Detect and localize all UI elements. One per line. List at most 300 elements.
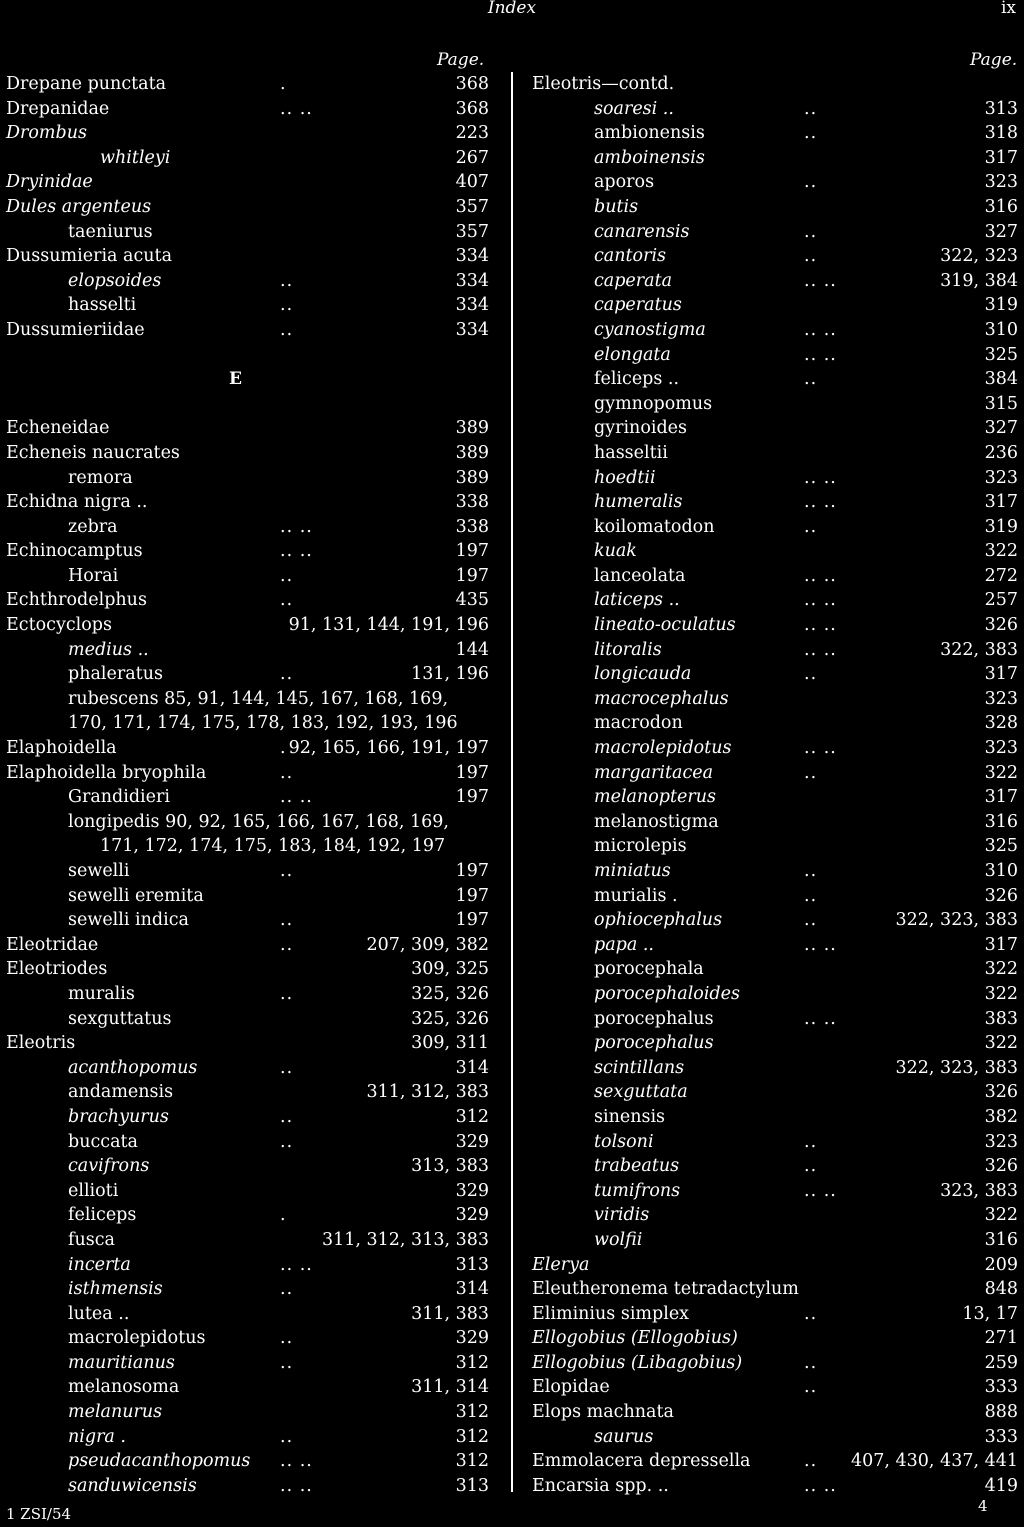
index-entry bbox=[532, 343, 1018, 368]
leader-dots: .. bbox=[280, 1426, 294, 1447]
index-entry bbox=[532, 687, 1018, 712]
leader-dots: .. bbox=[804, 861, 818, 881]
index-entry bbox=[6, 711, 489, 736]
index-entry bbox=[6, 1449, 489, 1474]
entry-term: melanurus bbox=[68, 1402, 163, 1423]
leader-dots: .. bbox=[280, 295, 294, 316]
page-references: 309, 325 bbox=[411, 959, 489, 980]
entry-term: koilomatodon bbox=[594, 516, 715, 537]
entry-term: viridis bbox=[594, 1205, 650, 1226]
leader-dots: .. bbox=[804, 1156, 818, 1177]
page-references: 319, 384 bbox=[940, 270, 1018, 291]
page-references: 327 bbox=[984, 418, 1018, 439]
entry-term: buccata bbox=[68, 1131, 138, 1152]
index-entry bbox=[6, 859, 489, 884]
index-entry bbox=[532, 1351, 1018, 1376]
entry-term: Drombus bbox=[6, 123, 87, 144]
entry-term: macrocephalus bbox=[594, 688, 729, 709]
index-entry bbox=[532, 1277, 1018, 1302]
page-references: 322 bbox=[984, 762, 1018, 783]
entry-term: Eleotris—contd. bbox=[532, 74, 675, 94]
page-references: 272 bbox=[984, 565, 1018, 586]
leader-dots: . bbox=[280, 1205, 287, 1226]
footer-mark: 4 bbox=[978, 1497, 988, 1515]
leader-dots: .. bbox=[804, 1352, 818, 1373]
entry-term: sexguttatus bbox=[68, 1008, 172, 1029]
index-entry bbox=[532, 539, 1018, 564]
page-references: 311, 312, 313, 383 bbox=[322, 1229, 489, 1250]
entry-term: Eleotris bbox=[6, 1033, 76, 1054]
entry-term: murialis . bbox=[594, 885, 678, 906]
entry-term: soaresi .. bbox=[594, 98, 674, 119]
entry-term: cantoris bbox=[594, 246, 667, 267]
page-references: 326 bbox=[984, 615, 1018, 636]
page-references: 310 bbox=[984, 319, 1018, 340]
leader-dots: . bbox=[280, 74, 287, 94]
index-entry bbox=[532, 933, 1018, 958]
index-entry bbox=[6, 72, 489, 97]
entry-term: hasseltii bbox=[594, 442, 668, 463]
page-references: 197 bbox=[455, 885, 489, 906]
page-references: 329 bbox=[455, 1180, 489, 1201]
index-entry bbox=[6, 1400, 489, 1425]
page-references: 312 bbox=[455, 1451, 489, 1472]
entry-term: ambionensis bbox=[594, 123, 705, 144]
left-column bbox=[6, 72, 489, 1498]
entry-term: sanduwicensis bbox=[68, 1475, 197, 1496]
index-entry bbox=[6, 1425, 489, 1450]
index-entry bbox=[6, 884, 489, 909]
page-references: 419 bbox=[984, 1475, 1018, 1496]
page-references: 257 bbox=[984, 590, 1018, 611]
entry-term: rubescens 85, 91, 144, 145, 167, 168, 169, bbox=[68, 688, 449, 709]
index-entry bbox=[6, 810, 489, 835]
index-entry bbox=[532, 613, 1018, 638]
index-entry bbox=[6, 1228, 489, 1253]
leader-dots: .. .. bbox=[804, 615, 837, 636]
page-references: 314 bbox=[455, 1057, 489, 1078]
index-entry bbox=[532, 957, 1018, 982]
index-entry bbox=[6, 146, 489, 171]
page-references: 384 bbox=[984, 369, 1018, 390]
index-entry bbox=[532, 1130, 1018, 1155]
entry-term: Grandidieri bbox=[68, 787, 170, 808]
page-references: 319 bbox=[984, 295, 1018, 316]
page-references: 357 bbox=[455, 196, 489, 217]
index-entry bbox=[532, 466, 1018, 491]
entry-term: sewelli eremita bbox=[68, 885, 204, 906]
entry-term: tumifrons bbox=[594, 1180, 681, 1201]
entry-term: longipedis 90, 92, 165, 166, 167, 168, 169, bbox=[68, 811, 449, 832]
page-references: 389 bbox=[455, 467, 489, 488]
page-references: 338 bbox=[455, 492, 489, 513]
index-entry bbox=[532, 1425, 1018, 1450]
page-references: 312 bbox=[455, 1352, 489, 1373]
index-entry bbox=[6, 1007, 489, 1032]
leader-dots: .. .. bbox=[804, 738, 837, 759]
index-entry bbox=[532, 884, 1018, 909]
index-entry bbox=[532, 1179, 1018, 1204]
page-references: 328 bbox=[984, 713, 1018, 734]
leader-dots: .. bbox=[280, 1131, 294, 1152]
index-entry bbox=[6, 466, 489, 491]
index-entry bbox=[6, 515, 489, 540]
page-references: 209 bbox=[984, 1254, 1018, 1275]
index-entry bbox=[532, 416, 1018, 441]
page-references: 317 bbox=[984, 787, 1018, 808]
entry-term: Horai bbox=[68, 565, 119, 586]
leader-dots: .. bbox=[280, 1328, 294, 1349]
leader-dots: .. bbox=[804, 885, 818, 906]
page-references: 323 bbox=[984, 688, 1018, 709]
leader-dots: .. bbox=[280, 934, 294, 955]
index-entry bbox=[6, 1302, 489, 1327]
page-references: 848 bbox=[984, 1279, 1018, 1300]
leader-dots: .. bbox=[280, 319, 294, 340]
section-letter: E bbox=[229, 369, 242, 390]
entry-term: Emmolacera depressella bbox=[532, 1451, 751, 1472]
page-references: 323, 383 bbox=[940, 1180, 1018, 1201]
entry-term: nigra . bbox=[68, 1426, 126, 1447]
page-references: 334 bbox=[455, 246, 489, 267]
page-references: 236 bbox=[984, 442, 1018, 463]
leader-dots: .. bbox=[280, 1106, 294, 1127]
index-entry bbox=[532, 97, 1018, 122]
entry-term: Drepane punctata bbox=[6, 74, 167, 94]
index-entry bbox=[532, 441, 1018, 466]
page-references: 271 bbox=[984, 1328, 1018, 1349]
entry-term: isthmensis bbox=[68, 1279, 163, 1300]
leader-dots: .. bbox=[804, 221, 818, 242]
index-entry bbox=[6, 269, 489, 294]
index-entry bbox=[6, 982, 489, 1007]
leader-dots: .. .. bbox=[280, 787, 313, 808]
leader-dots: .. bbox=[804, 172, 818, 193]
index-entry bbox=[6, 957, 489, 982]
index-entry bbox=[532, 72, 1018, 97]
entry-term: sewelli bbox=[68, 861, 130, 881]
index-entry bbox=[532, 834, 1018, 859]
entry-term: muralis bbox=[68, 983, 135, 1004]
index-entry bbox=[6, 293, 489, 318]
index-entry bbox=[532, 761, 1018, 786]
page-references: 334 bbox=[455, 270, 489, 291]
page-references: 197 bbox=[455, 565, 489, 586]
leader-dots: .. .. bbox=[804, 1475, 837, 1496]
page-references: 309, 311 bbox=[411, 1033, 489, 1054]
entry-term: hasselti bbox=[68, 295, 137, 316]
page-references: 317 bbox=[984, 492, 1018, 513]
index-entry bbox=[532, 293, 1018, 318]
index-entry bbox=[6, 121, 489, 146]
page-references: 323 bbox=[984, 1131, 1018, 1152]
page-references: 317 bbox=[984, 147, 1018, 168]
leader-dots: .. .. bbox=[804, 565, 837, 586]
index-entry bbox=[6, 318, 489, 343]
leader-dots: .. .. bbox=[280, 1451, 313, 1472]
entry-term: microlepis bbox=[594, 836, 687, 857]
entry-term: medius .. bbox=[68, 639, 149, 660]
index-entry bbox=[532, 1056, 1018, 1081]
index-entry bbox=[6, 761, 489, 786]
entry-term: Elaphoidella bbox=[6, 738, 117, 759]
entry-term: Elops machnata bbox=[532, 1402, 674, 1423]
entry-term: ellioti bbox=[68, 1180, 119, 1201]
index-entry bbox=[6, 613, 489, 638]
entry-term: hoedtii bbox=[594, 467, 656, 488]
index-entry bbox=[532, 736, 1018, 761]
index-entry bbox=[532, 1474, 1018, 1499]
page-references: 357 bbox=[455, 221, 489, 242]
entry-term: scintillans bbox=[594, 1057, 685, 1078]
index-entry bbox=[532, 908, 1018, 933]
index-entry bbox=[6, 908, 489, 933]
leader-dots: .. bbox=[280, 270, 294, 291]
index-entry bbox=[6, 220, 489, 245]
leader-dots: .. bbox=[280, 983, 294, 1004]
entry-term: brachyurus bbox=[68, 1106, 169, 1127]
left-page-col-label: Page. bbox=[437, 50, 485, 70]
index-entry bbox=[6, 416, 489, 441]
index-entry bbox=[532, 1080, 1018, 1105]
leader-dots: .. bbox=[804, 369, 818, 390]
index-entry bbox=[6, 490, 489, 515]
leader-dots: .. bbox=[280, 565, 294, 586]
index-entry bbox=[6, 1277, 489, 1302]
leader-dots: .. .. bbox=[280, 1475, 313, 1496]
page-references: 322, 323 bbox=[940, 246, 1018, 267]
index-entry bbox=[532, 195, 1018, 220]
page-references: 326 bbox=[984, 885, 1018, 906]
entry-term: feliceps .. bbox=[594, 369, 680, 390]
entry-term: macrolepidotus bbox=[594, 738, 732, 759]
entry-term: melanopterus bbox=[594, 787, 716, 808]
entry-term: lanceolata bbox=[594, 565, 686, 586]
entry-term: saurus bbox=[594, 1426, 654, 1447]
page-references: 316 bbox=[984, 1229, 1018, 1250]
index-entry bbox=[6, 1056, 489, 1081]
running-title: Index bbox=[487, 0, 537, 18]
index-entry bbox=[532, 392, 1018, 417]
index-entry bbox=[6, 1179, 489, 1204]
page-references: 325 bbox=[984, 836, 1018, 857]
leader-dots: .. .. bbox=[804, 270, 837, 291]
index-entry bbox=[532, 515, 1018, 540]
index-entry bbox=[6, 1474, 489, 1499]
page-references: 322 bbox=[984, 1033, 1018, 1054]
index-entry bbox=[6, 1253, 489, 1278]
entry-term: tolsoni bbox=[594, 1131, 654, 1152]
page-references: 368 bbox=[455, 74, 489, 94]
index-entry bbox=[6, 687, 489, 712]
entry-term: cyanostigma bbox=[594, 319, 706, 340]
index-entry bbox=[532, 170, 1018, 195]
page-references: 389 bbox=[455, 418, 489, 439]
entry-term: 170, 171, 174, 175, 178, 183, 192, 193, 196 bbox=[68, 713, 458, 734]
entry-term: porocephala bbox=[594, 959, 704, 980]
entry-term: longicauda bbox=[594, 664, 692, 685]
entry-term: Eliminius simplex bbox=[532, 1303, 690, 1324]
leader-dots: .. .. bbox=[280, 1254, 313, 1275]
entry-term: miniatus bbox=[594, 861, 671, 881]
entry-term: Encarsia spp. .. bbox=[532, 1475, 669, 1496]
entry-term: caperatus bbox=[594, 295, 682, 316]
index-entry bbox=[532, 711, 1018, 736]
index-entry bbox=[6, 564, 489, 589]
entry-term: Dussumieria acuta bbox=[6, 246, 173, 267]
page-references: 131, 196 bbox=[411, 664, 489, 685]
page-references: 91, 131, 144, 191, 196 bbox=[288, 615, 489, 636]
page-references: 323 bbox=[984, 467, 1018, 488]
leader-dots: .. bbox=[804, 664, 818, 685]
index-entry bbox=[6, 1375, 489, 1400]
index-entry bbox=[532, 785, 1018, 810]
entry-term: humeralis bbox=[594, 492, 683, 513]
page-references: 435 bbox=[455, 590, 489, 611]
entry-term: Echeneis naucrates bbox=[6, 442, 180, 463]
entry-term: canarensis bbox=[594, 221, 690, 242]
page-references: 313 bbox=[455, 1475, 489, 1496]
page-references: 323 bbox=[984, 172, 1018, 193]
page-references: 318 bbox=[984, 123, 1018, 144]
page-references: 13, 17 bbox=[962, 1303, 1018, 1324]
page-references: 259 bbox=[984, 1352, 1018, 1373]
entry-term: melanosoma bbox=[68, 1377, 180, 1398]
page-number: ix bbox=[1000, 0, 1016, 18]
index-entry bbox=[532, 367, 1018, 392]
page-references: 310 bbox=[984, 861, 1018, 881]
page-references: 311, 383 bbox=[411, 1303, 489, 1324]
index-entry bbox=[6, 441, 489, 466]
entry-term: margaritacea bbox=[594, 762, 714, 783]
page-references: 326 bbox=[984, 1082, 1018, 1103]
index-entry bbox=[6, 367, 489, 392]
entry-term: macrolepidotus bbox=[68, 1328, 206, 1349]
right-page-col-label: Page. bbox=[970, 50, 1018, 70]
index-entry bbox=[6, 244, 489, 269]
entry-term: elongata bbox=[594, 344, 671, 365]
index-entry bbox=[532, 662, 1018, 687]
index-entry bbox=[532, 1253, 1018, 1278]
leader-dots: .. bbox=[804, 1451, 818, 1472]
leader-dots: .. bbox=[804, 1303, 818, 1324]
page-references: 92, 165, 166, 191, 197 bbox=[288, 738, 489, 759]
page-references: 313 bbox=[984, 98, 1018, 119]
page-references: 144 bbox=[455, 639, 489, 660]
page-references: 197 bbox=[455, 541, 489, 562]
entry-term: zebra bbox=[68, 516, 118, 537]
entry-term: gyrinoides bbox=[594, 418, 687, 439]
page-references: 312 bbox=[455, 1426, 489, 1447]
page-references: 317 bbox=[984, 664, 1018, 685]
index-entry bbox=[6, 1326, 489, 1351]
leader-dots: .. bbox=[280, 762, 294, 783]
page-references: 197 bbox=[455, 787, 489, 808]
entry-term: Echinocamptus bbox=[6, 541, 143, 562]
index-entry bbox=[532, 1400, 1018, 1425]
index-entry bbox=[532, 1105, 1018, 1130]
entry-term: Eleutheronema tetradactylum bbox=[532, 1279, 799, 1300]
page-references: 311, 314 bbox=[411, 1377, 489, 1398]
leader-dots: .. bbox=[280, 1279, 294, 1300]
page-references: 326 bbox=[984, 1156, 1018, 1177]
page-references: 334 bbox=[455, 319, 489, 340]
index-entry bbox=[532, 244, 1018, 269]
entry-term: Eleotriodes bbox=[6, 959, 108, 980]
index-entry bbox=[532, 638, 1018, 663]
leader-dots: .. bbox=[804, 762, 818, 783]
index-entry bbox=[532, 220, 1018, 245]
leader-dots: .. .. bbox=[804, 1008, 837, 1029]
page-references: 313 bbox=[455, 1254, 489, 1275]
entry-term: papa .. bbox=[594, 934, 654, 955]
index-entry bbox=[6, 392, 489, 417]
page-references: 316 bbox=[984, 196, 1018, 217]
leader-dots: .. bbox=[280, 861, 294, 881]
index-entry bbox=[6, 588, 489, 613]
leader-dots: .. .. bbox=[804, 1180, 837, 1201]
index-entry bbox=[532, 121, 1018, 146]
column-divider bbox=[511, 72, 513, 1492]
entry-term: porocephaloides bbox=[594, 983, 740, 1004]
index-entry bbox=[532, 982, 1018, 1007]
index-entry bbox=[532, 810, 1018, 835]
entry-term: Dussumieriidae bbox=[6, 319, 145, 340]
page-references: 323 bbox=[984, 738, 1018, 759]
index-entry bbox=[6, 1203, 489, 1228]
entry-term: aporos bbox=[594, 172, 655, 193]
leader-dots: .. bbox=[804, 1131, 818, 1152]
page-references: 315 bbox=[984, 393, 1018, 414]
leader-dots: .. .. bbox=[280, 98, 313, 119]
index-entry bbox=[532, 1154, 1018, 1179]
page-references: 407, 430, 437, 441 bbox=[851, 1451, 1018, 1472]
entry-term: pseudacanthopomus bbox=[68, 1451, 251, 1472]
page-references: 329 bbox=[455, 1328, 489, 1349]
page-references: 267 bbox=[455, 147, 489, 168]
leader-dots: .. bbox=[280, 1057, 294, 1078]
entry-term: porocephalus bbox=[594, 1008, 714, 1029]
entry-term: Ellogobius (Libagobius) bbox=[532, 1352, 743, 1373]
index-entry bbox=[6, 97, 489, 122]
index-entry bbox=[6, 170, 489, 195]
entry-term: porocephalus bbox=[594, 1033, 714, 1054]
entry-term: phaleratus bbox=[68, 664, 163, 685]
entry-term: cavifrons bbox=[68, 1156, 150, 1177]
page-references: 325 bbox=[984, 344, 1018, 365]
entry-term: incerta bbox=[68, 1254, 131, 1275]
entry-term: mauritianus bbox=[68, 1352, 175, 1373]
page-references: 313, 383 bbox=[411, 1156, 489, 1177]
entry-term: Elerya bbox=[532, 1254, 590, 1275]
entry-term: whitleyi bbox=[100, 147, 171, 168]
leader-dots: .. bbox=[280, 910, 294, 931]
index-entry bbox=[532, 1449, 1018, 1474]
page-references: 197 bbox=[455, 861, 489, 881]
page-references: 322 bbox=[984, 959, 1018, 980]
index-entry bbox=[6, 933, 489, 958]
leader-dots: .. .. bbox=[804, 934, 837, 955]
page-references: 316 bbox=[984, 811, 1018, 832]
index-entry bbox=[532, 588, 1018, 613]
page-references: 325, 326 bbox=[411, 1008, 489, 1029]
leader-dots: .. .. bbox=[804, 319, 837, 340]
entry-term: 171, 172, 174, 175, 183, 184, 192, 197 bbox=[100, 836, 446, 857]
index-entry bbox=[532, 146, 1018, 171]
entry-term: butis bbox=[594, 196, 639, 217]
entry-term: gymnopomus bbox=[594, 393, 713, 414]
index-entry bbox=[532, 490, 1018, 515]
